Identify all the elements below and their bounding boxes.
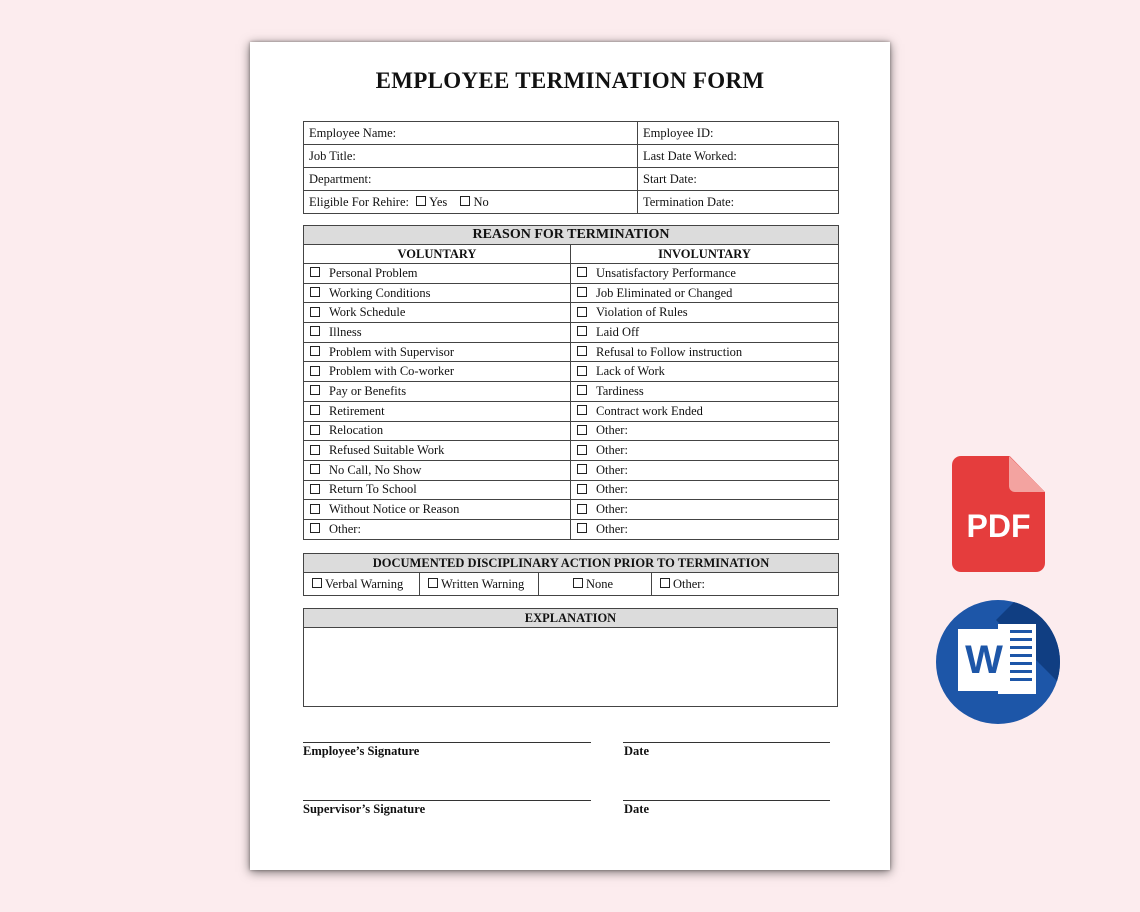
involuntary-option-label: Other: bbox=[596, 482, 628, 497]
voluntary-option bbox=[304, 264, 571, 284]
disciplinary-option bbox=[652, 573, 839, 596]
rehire-yes-checkbox[interactable] bbox=[416, 196, 426, 206]
involuntary-option bbox=[571, 480, 839, 500]
voluntary-option-label: Work Schedule bbox=[329, 305, 406, 320]
involuntary-option bbox=[571, 342, 839, 362]
involuntary-option bbox=[571, 421, 839, 441]
voluntary-option-label: Pay or Benefits bbox=[329, 383, 407, 398]
involuntary-option-label: Job Eliminated or Changed bbox=[596, 285, 733, 300]
voluntary-option bbox=[304, 323, 571, 343]
supervisor-date-label: Date bbox=[624, 802, 649, 816]
option-label: Verbal Warning bbox=[325, 576, 404, 591]
employee-info-table bbox=[303, 121, 839, 214]
voluntary-option bbox=[304, 401, 571, 421]
voluntary-heading: VOLUNTARY bbox=[304, 245, 571, 264]
involuntary-option bbox=[571, 401, 839, 421]
form-title: EMPLOYEE TERMINATION FORM bbox=[375, 68, 765, 93]
voluntary-option-label: Refused Suitable Work bbox=[329, 443, 445, 458]
reason-row bbox=[304, 382, 839, 402]
checkbox[interactable] bbox=[310, 405, 320, 415]
voluntary-option-label: Problem with Co-worker bbox=[329, 364, 454, 379]
checkbox[interactable] bbox=[312, 578, 322, 588]
voluntary-option bbox=[304, 519, 571, 539]
involuntary-option-label: Other: bbox=[596, 462, 628, 477]
voluntary-option bbox=[304, 460, 571, 480]
option-label: Written Warning bbox=[441, 576, 525, 591]
eligible-for-rehire-field bbox=[304, 191, 638, 214]
involuntary-option bbox=[571, 382, 839, 402]
rehire-no-checkbox[interactable] bbox=[460, 196, 470, 206]
word-w-label: W bbox=[965, 638, 1003, 682]
explanation-table bbox=[303, 608, 838, 707]
form-page bbox=[250, 42, 890, 870]
checkbox[interactable] bbox=[577, 405, 587, 415]
supervisor-signature-line[interactable] bbox=[303, 800, 591, 801]
checkbox[interactable] bbox=[310, 326, 320, 336]
eligible-for-rehire-label: Eligible For Rehire: bbox=[309, 194, 409, 209]
checkbox[interactable] bbox=[577, 267, 587, 277]
department-field[interactable]: Department: bbox=[304, 168, 638, 191]
checkbox[interactable] bbox=[310, 523, 320, 533]
employee-date-label: Date bbox=[624, 744, 649, 758]
explanation-input[interactable] bbox=[304, 628, 838, 707]
involuntary-option-label: Other: bbox=[596, 521, 628, 536]
rehire-no-label: No bbox=[473, 194, 489, 209]
supervisor-signature-label: Supervisor’s Signature bbox=[303, 802, 426, 816]
checkbox[interactable] bbox=[310, 307, 320, 317]
disciplinary-heading: DOCUMENTED DISCIPLINARY ACTION PRIOR TO TERMINATION bbox=[304, 554, 839, 573]
disciplinary-option bbox=[420, 573, 539, 596]
reason-row bbox=[304, 362, 839, 382]
checkbox[interactable] bbox=[577, 504, 587, 514]
voluntary-option bbox=[304, 362, 571, 382]
last-date-worked-field[interactable]: Last Date Worked: bbox=[638, 145, 839, 168]
involuntary-option bbox=[571, 460, 839, 480]
involuntary-option-label: Other: bbox=[596, 443, 628, 458]
employee-date-line[interactable] bbox=[623, 742, 830, 743]
voluntary-option-label: Without Notice or Reason bbox=[329, 502, 460, 517]
option-label: None bbox=[586, 576, 614, 591]
word-icon bbox=[936, 600, 1060, 724]
checkbox[interactable] bbox=[310, 504, 320, 514]
voluntary-option bbox=[304, 283, 571, 303]
reason-row bbox=[304, 441, 839, 461]
voluntary-option-label: Retirement bbox=[329, 403, 385, 418]
checkbox[interactable] bbox=[310, 385, 320, 395]
checkbox[interactable] bbox=[577, 346, 587, 356]
reason-row bbox=[304, 323, 839, 343]
reason-heading: REASON FOR TERMINATION bbox=[304, 226, 839, 245]
involuntary-option bbox=[571, 500, 839, 520]
reason-row bbox=[304, 264, 839, 284]
voluntary-option bbox=[304, 342, 571, 362]
checkbox[interactable] bbox=[577, 523, 587, 533]
reason-row bbox=[304, 401, 839, 421]
employee-name-field[interactable]: Employee Name: bbox=[304, 122, 638, 145]
reason-row bbox=[304, 480, 839, 500]
start-date-field[interactable]: Start Date: bbox=[638, 168, 839, 191]
checkbox[interactable] bbox=[310, 346, 320, 356]
disciplinary-table bbox=[303, 553, 839, 596]
option-label: Other: bbox=[673, 576, 705, 591]
voluntary-option bbox=[304, 382, 571, 402]
supervisor-date-line[interactable] bbox=[623, 800, 830, 801]
reason-row bbox=[304, 519, 839, 539]
reason-row bbox=[304, 303, 839, 323]
involuntary-option-label: Unsatisfactory Performance bbox=[596, 265, 736, 280]
involuntary-option bbox=[571, 519, 839, 539]
voluntary-option-label: Working Conditions bbox=[329, 285, 431, 300]
voluntary-option bbox=[304, 303, 571, 323]
checkbox[interactable] bbox=[428, 578, 438, 588]
involuntary-option-label: Refusal to Follow instruction bbox=[596, 344, 743, 359]
reason-row bbox=[304, 342, 839, 362]
checkbox[interactable] bbox=[310, 445, 320, 455]
involuntary-heading: INVOLUNTARY bbox=[571, 245, 839, 264]
employee-id-field[interactable]: Employee ID: bbox=[638, 122, 839, 145]
checkbox[interactable] bbox=[310, 425, 320, 435]
explanation-heading: EXPLANATION bbox=[304, 609, 838, 628]
disciplinary-option bbox=[304, 573, 420, 596]
voluntary-option bbox=[304, 421, 571, 441]
reason-row bbox=[304, 421, 839, 441]
checkbox[interactable] bbox=[577, 425, 587, 435]
voluntary-option-label: Problem with Supervisor bbox=[329, 344, 454, 359]
disciplinary-option bbox=[539, 573, 652, 596]
checkbox[interactable] bbox=[573, 578, 583, 588]
involuntary-option-label: Violation of Rules bbox=[596, 305, 688, 320]
pdf-label: PDF bbox=[966, 508, 1031, 544]
voluntary-option-label: Return To School bbox=[329, 482, 417, 497]
checkbox[interactable] bbox=[577, 307, 587, 317]
involuntary-option-label: Other: bbox=[596, 502, 628, 517]
checkbox[interactable] bbox=[577, 484, 587, 494]
involuntary-option bbox=[571, 264, 839, 284]
checkbox[interactable] bbox=[577, 366, 587, 376]
involuntary-option bbox=[571, 283, 839, 303]
checkbox[interactable] bbox=[310, 267, 320, 277]
reason-row bbox=[304, 500, 839, 520]
checkbox[interactable] bbox=[310, 464, 320, 474]
checkbox[interactable] bbox=[577, 445, 587, 455]
employee-signature-line[interactable] bbox=[303, 742, 591, 743]
termination-date-field[interactable]: Termination Date: bbox=[638, 191, 839, 214]
involuntary-option bbox=[571, 441, 839, 461]
job-title-field[interactable]: Job Title: bbox=[304, 145, 638, 168]
checkbox[interactable] bbox=[577, 464, 587, 474]
involuntary-option-label: Tardiness bbox=[596, 383, 644, 398]
rehire-yes-label: Yes bbox=[429, 194, 448, 209]
checkbox[interactable] bbox=[577, 385, 587, 395]
checkbox[interactable] bbox=[660, 578, 670, 588]
voluntary-option bbox=[304, 480, 571, 500]
voluntary-option-label: Personal Problem bbox=[329, 265, 418, 280]
checkbox[interactable] bbox=[310, 287, 320, 297]
voluntary-option bbox=[304, 441, 571, 461]
involuntary-option-label: Other: bbox=[596, 423, 628, 438]
involuntary-option-label: Lack of Work bbox=[596, 364, 665, 379]
voluntary-option-label: Relocation bbox=[329, 423, 384, 438]
voluntary-option-label: No Call, No Show bbox=[329, 462, 422, 477]
reason-row bbox=[304, 460, 839, 480]
checkbox[interactable] bbox=[310, 366, 320, 376]
involuntary-option bbox=[571, 362, 839, 382]
voluntary-option bbox=[304, 500, 571, 520]
checkbox[interactable] bbox=[577, 287, 587, 297]
involuntary-option bbox=[571, 303, 839, 323]
reason-table bbox=[303, 225, 839, 540]
voluntary-option-label: Illness bbox=[329, 324, 362, 339]
checkbox[interactable] bbox=[577, 326, 587, 336]
involuntary-option-label: Contract work Ended bbox=[596, 403, 703, 418]
involuntary-option bbox=[571, 323, 839, 343]
checkbox[interactable] bbox=[310, 484, 320, 494]
employee-signature-label: Employee’s Signature bbox=[303, 744, 420, 758]
involuntary-option-label: Laid Off bbox=[596, 324, 640, 339]
voluntary-option-label: Other: bbox=[329, 521, 361, 536]
reason-row bbox=[304, 283, 839, 303]
